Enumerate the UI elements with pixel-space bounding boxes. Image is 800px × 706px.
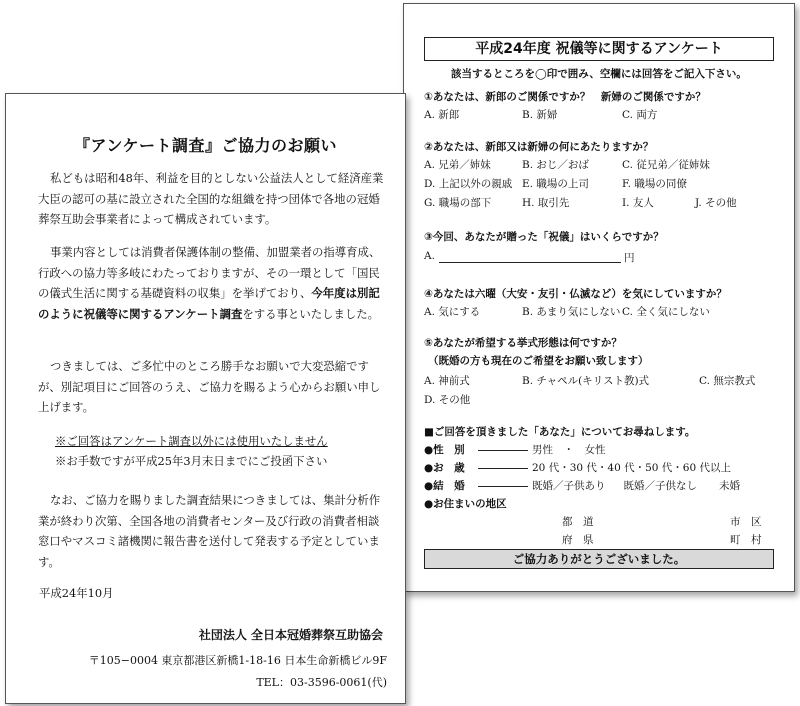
instruction-text: 該当するところを◯印で囲み、空欄には回答をご記入下さい。 [451, 68, 747, 80]
question-3: ③今回、あなたが贈った「祝儀」はいくらですか？ [424, 231, 664, 243]
profile-area-row [424, 496, 507, 511]
letter-date: 平成24年10月 [39, 586, 114, 600]
q4-option-c[interactable]: C. 全く気にしない [622, 306, 710, 318]
question-1: ①あなたは、新郎のご関係ですか？ 新婦のご関係ですか？ [424, 91, 706, 103]
q1-option-c[interactable]: C. 両方 [622, 109, 658, 121]
q3-prefix: A. [424, 250, 435, 262]
question-5-sub: （既婚の方も現在のご希望をお願い致します） [428, 355, 649, 367]
marital-option-1[interactable]: 既婚／子供あり [532, 480, 606, 492]
paragraph-2-end: をする事といたしました。 [242, 306, 380, 321]
paragraph-2-text: 事業内容としては消費者保護体制の整備、加盟業者の指導育成、行政への協力等多岐にわたっておりますが、その一環として「国民の儀式生活に関する基礎資料の収集」を挙げており、 [38, 245, 381, 300]
q2-option-i[interactable]: I. 友人 [622, 197, 654, 209]
q5-option-c[interactable]: C. 無宗教式 [699, 375, 756, 387]
q2-option-g[interactable]: G. 職場の部下 [424, 197, 492, 209]
q4-option-b[interactable]: B. あまり気にしない [522, 306, 621, 318]
area-label: ●お住まいの地区 [424, 498, 507, 510]
q5-option-a[interactable]: A. 神前式 [424, 375, 470, 387]
q2-option-h[interactable]: H. 取引先 [522, 197, 570, 209]
q5-option-b[interactable]: B. チャペル(キリスト教)式 [522, 375, 650, 387]
area-unit-chouson: 町 村 [730, 534, 762, 546]
gender-label: ●性 別 [424, 444, 465, 456]
question-5: ⑤あなたが希望する挙式形態は何ですか？ [424, 337, 622, 349]
q1-option-b[interactable]: B. 新婦 [522, 109, 558, 121]
letter-paragraph-1: 私どもは昭和48年、利益を目的としない公益法人として経済産業大臣の認可の基に設立された全国的な組織を持つ団体で各地の冠婚葬祭互助会事業者によって構成されています。 [38, 171, 384, 226]
dash-line [478, 468, 528, 469]
area-unit-fuken: 府 県 [562, 534, 594, 546]
organization-address: 〒105−0004 東京都港区新橋1-18-16 日本生命新橋ビル9F [88, 654, 387, 667]
letter-note-2: ※お手数ですが平成25年3月末日までにご投函下さい [55, 454, 328, 468]
marital-label: ●結 婚 [424, 480, 465, 492]
thanks-banner: ご協力ありがとうございました。 [424, 549, 774, 569]
request-letter-sheet [5, 93, 406, 704]
age-label: ●お 歳 [424, 462, 465, 474]
q2-option-c[interactable]: C. 従兄弟／従姉妹 [622, 159, 710, 171]
q4-option-a[interactable]: A. 気にする [424, 306, 481, 318]
profile-marital-row [424, 478, 740, 493]
profile-heading: ■ご回答を頂きました「あなた」についてお尋ねします。 [424, 426, 696, 438]
dash-line [478, 450, 528, 451]
marital-option-2[interactable]: 既婚／子供なし [623, 480, 697, 492]
letter-note-1: ※ご回答はアンケート調査以外には使用いたしません [55, 434, 328, 448]
gender-options[interactable]: 男性 ・ 女性 [532, 444, 606, 456]
q1-option-a[interactable]: A. 新郎 [424, 109, 460, 121]
q2-option-f[interactable]: F. 職場の同僚 [622, 178, 687, 190]
profile-gender-row [424, 442, 606, 457]
marital-option-3[interactable]: 未婚 [719, 480, 740, 492]
q2-option-b[interactable]: B. おじ／おば [522, 159, 589, 171]
questionnaire-title: 平成24年度 祝儀等に関するアンケート [424, 37, 774, 61]
q5-option-d[interactable]: D. その他 [424, 394, 471, 406]
organization-tel: TEL：03-3596-0061(代) [256, 676, 387, 689]
q3-unit: 円 [624, 252, 635, 264]
q2-option-j[interactable]: J. その他 [695, 197, 737, 209]
area-unit-todo: 都 道 [562, 516, 594, 528]
profile-age-row [424, 460, 731, 475]
question-4: ④あなたは六曜（大安・友引・仏滅など）を気にしていますか？ [424, 288, 727, 300]
letter-title: 『アンケート調査』ご協力のお願い [73, 136, 338, 155]
dash-line [478, 486, 528, 487]
letter-paragraph-3: つきましては、ご多忙中のところ勝手なお願いで大変恐縮ですが、別記項目にご回答のうえ、ご協力を賜るよう心からお願い申し上げます。 [38, 359, 381, 414]
age-options[interactable]: 20 代・30 代・40 代・50 代・60 代以上 [532, 462, 731, 474]
questionnaire-sheet [403, 3, 795, 592]
question-2: ②あなたは、新郎又は新婦の何にあたりますか？ [424, 141, 654, 153]
q2-option-d[interactable]: D. 上記以外の親戚 [424, 178, 513, 190]
organization-name: 社団法人 全日本冠婚葬祭互助協会 [198, 628, 383, 642]
q2-option-e[interactable]: E. 職場の上司 [522, 178, 589, 190]
area-unit-shiku: 市 区 [730, 516, 762, 528]
paragraph-2-emphasis: 今年度は別記のように祝儀等に関するアンケート調査 [38, 286, 380, 321]
letter-paragraph-4: なお、ご協力を賜りました調査結果につきましては、集計分析作業が終わり次第、全国各地の消費者センター及び行政の消費者相談窓口やマスコミ諸機関に報告書を送付して発表する予定としています。 [38, 493, 381, 569]
q2-option-a[interactable]: A. 兄弟／姉妹 [424, 159, 491, 171]
letter-paragraph-2 [38, 242, 390, 324]
q3-amount-field[interactable] [439, 262, 621, 263]
